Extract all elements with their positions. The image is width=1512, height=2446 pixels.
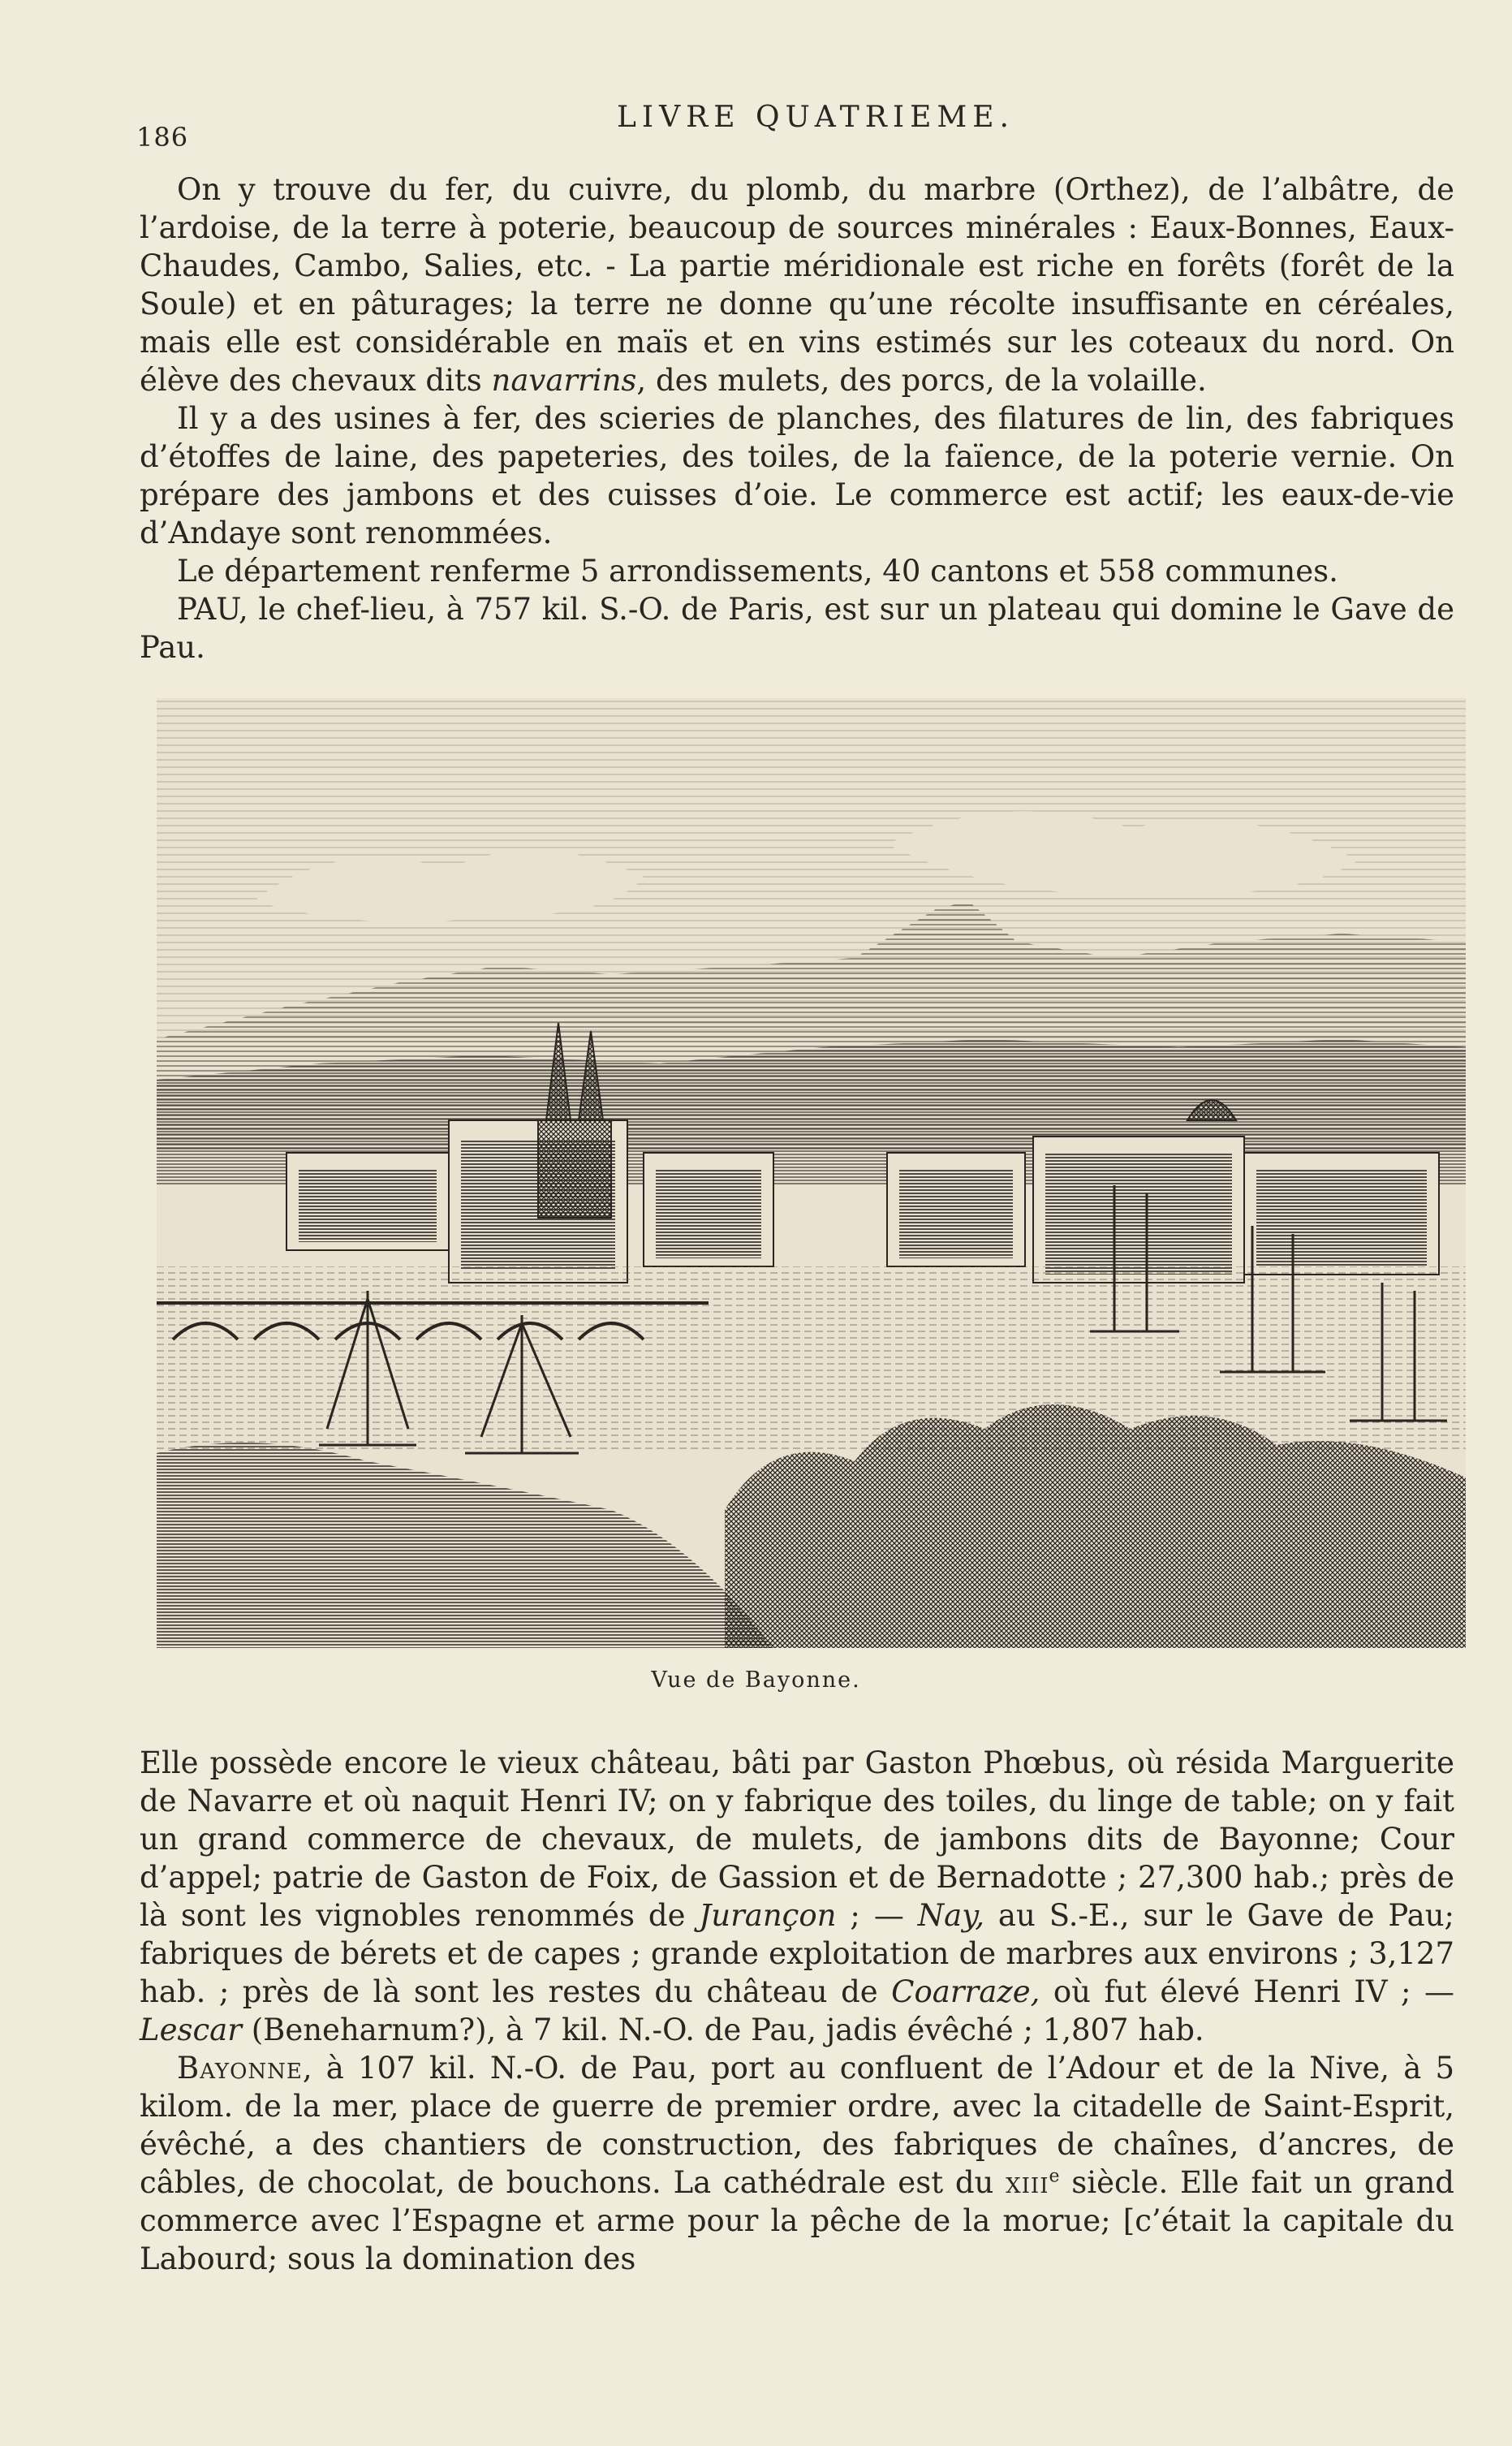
text-block-bottom xyxy=(140,1744,1454,2278)
foreground-bank xyxy=(157,1443,773,1648)
italic-place: Coarraze, xyxy=(891,1974,1040,2009)
italic-place: Nay, xyxy=(917,1898,984,1933)
superscript: e xyxy=(1049,2166,1060,2187)
page-number: 186 xyxy=(136,122,189,153)
paragraph-text: , des mulets, des porcs, de la volaille. xyxy=(636,363,1207,398)
place-name: PAU xyxy=(177,592,239,627)
italic-place: Lescar xyxy=(140,2012,242,2047)
paragraph-text: (Beneharnum?), à 7 kil. N.-O. de Pau, jadis évêché ; 1,807 hab. xyxy=(241,2012,1204,2047)
engraving-view-of-bayonne xyxy=(157,698,1466,1648)
paragraph-text: , à 107 kil. N.-O. de Pau, port au confluent de l’Adour et de la Nive, à 5 kilom. de la mer, place de guerre de premier ordre, avec la citadelle de Saint-Esprit, évêché, a des chantiers de construction, des fabriques de chaînes, d’ancres, de câbles, de chocolat, de bouchons. La cathédrale est du xyxy=(140,2051,1454,2200)
paragraph-text: , le chef-lieu, à 757 kil. S.-O. de Paris, est sur un plateau qui domine le Gave de Pau. xyxy=(140,592,1454,665)
paragraph-text: Elle possède encore le vieux château, bâti par Gaston Phœbus, où résida Marguerite de Navarre et où naquit Henri IV; on y fabrique des toiles, du linge de table; on y fait un grand commerce de chevaux, de mulets, de jambons dits de Bayonne; Cour d’appel; patrie de Gaston de Foix, de Gassion et de Bernadotte ; 27,300 hab.; près de là sont les vignobles renommés de xyxy=(140,1745,1454,1933)
paragraph-industry: Il y a des usines à fer, des scieries de planches, des filatures de lin, des fabriques d’étoffes de laine, des papeteries, des toiles, de la faïence, de la poterie vernie. On prépare des jambons et des cuisses d’oie. Le commerce est actif; les eaux-de-vie d’Andaye sont renommées. xyxy=(140,401,1454,550)
paragraph-text: On y trouve du fer, du cuivre, du plomb, du marbre (Orthez), de l’albâtre, de l’ardoise, de la terre à poterie, beaucoup de sources minérales : Eaux-Bonnes, Eaux-Chaudes, Cambo, Salies, etc. - La partie méridionale est riche en forêts (forêt de la Soule) et en pâturages; la terre ne donne qu’une récolte insuffisante en céréales, mais elle est considérable en maïs et en vins estimés sur les coteaux du nord. On élève des chevaux dits xyxy=(140,172,1454,398)
engraving-illustration xyxy=(157,698,1466,1648)
paragraph-text: siècle. Elle fait un grand commerce avec l’Espagne et arme pour la pêche de la morue; [c’était la capitale du Labourd; sous la domination des xyxy=(140,2165,1454,2276)
paragraph-text: au S.-E., sur le Gave de Pau; fabriques de bérets et de capes ; grande exploitation de marbres aux environs ; 3,127 hab. ; près de là sont les restes du château de xyxy=(140,1898,1455,2009)
italic-place: Jurançon xyxy=(699,1898,837,1933)
paragraph-pau-continued xyxy=(140,1744,1454,2049)
paragraph-bayonne xyxy=(140,2049,1454,2278)
running-title: LIVRE QUATRIEME. xyxy=(617,101,1014,134)
figure-caption: Vue de Bayonne. xyxy=(651,1667,861,1693)
paragraph-text: ; — xyxy=(836,1898,918,1933)
text-block-top xyxy=(140,170,1454,667)
river xyxy=(157,1266,1466,1453)
place-name: Bayonne xyxy=(177,2051,303,2086)
paragraph-resources xyxy=(140,170,1454,399)
paragraph-text: où fut élevé Henri IV ; — xyxy=(1040,1974,1454,2009)
century-numeral: xiii xyxy=(1006,2165,1049,2200)
paragraph-divisions: Le département renferme 5 arrondissements, 40 cantons et 558 communes. xyxy=(177,554,1338,589)
paragraph-pau xyxy=(140,590,1454,667)
italic-term: navarrins xyxy=(491,363,637,398)
